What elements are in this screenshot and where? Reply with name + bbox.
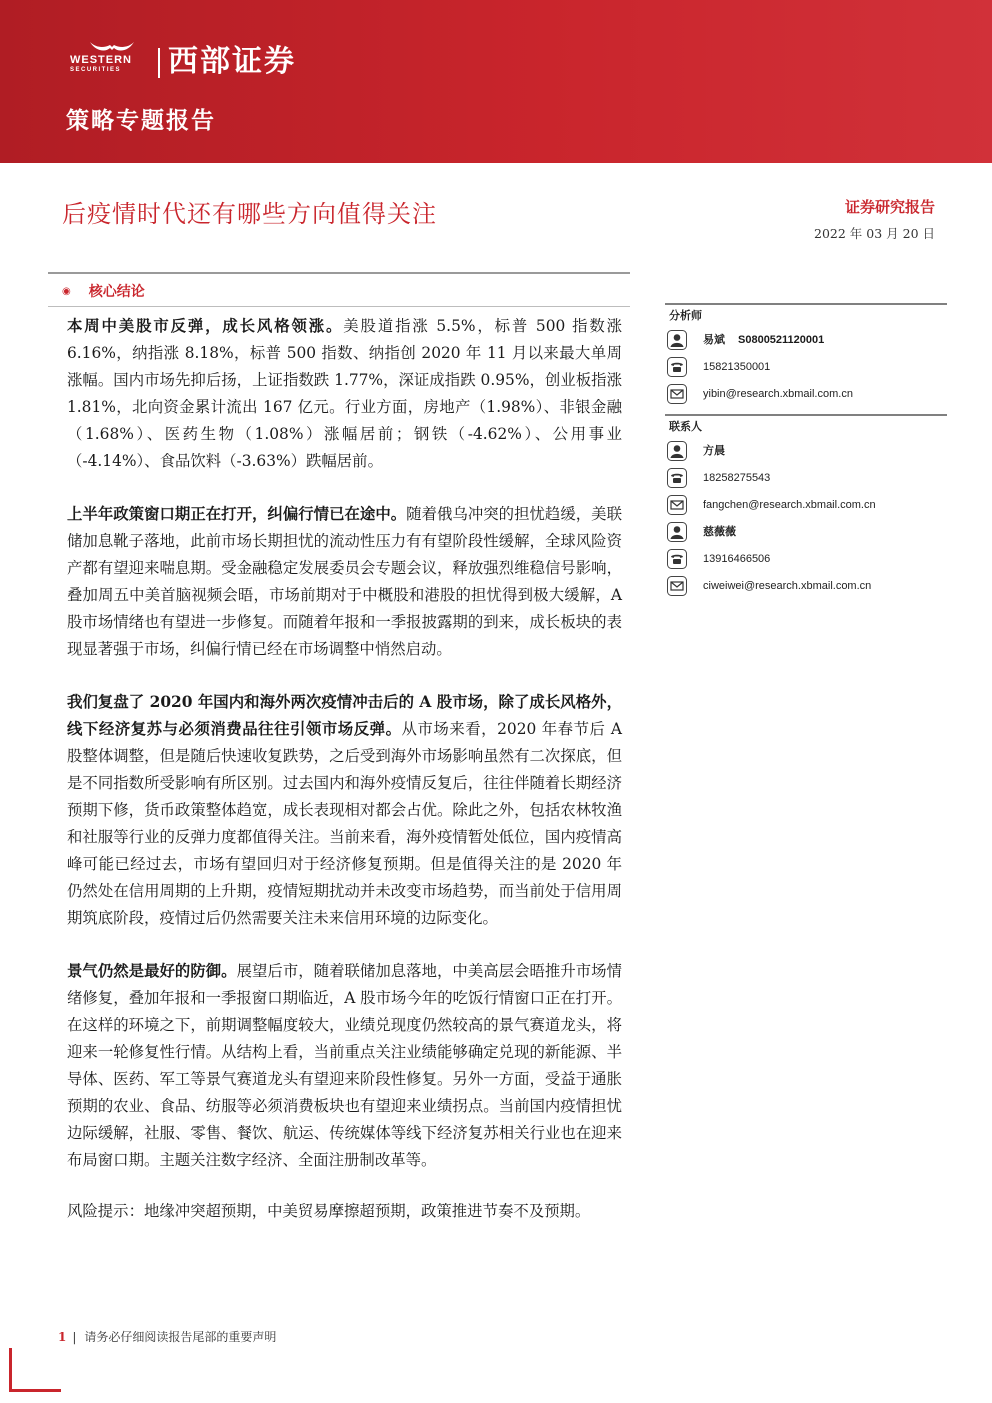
corner-mark-vertical <box>9 1348 12 1392</box>
paragraph <box>67 689 622 932</box>
contact-name-row <box>665 438 947 465</box>
report-type: 策略专题报告 <box>66 107 216 134</box>
report-date: 2022 年 03 月 20 日 <box>814 226 935 241</box>
person-icon <box>667 522 687 542</box>
risk-warning: 风险提示：地缘冲突超预期，中美贸易摩擦超预期，政策推进节奏不及预期。 <box>67 1202 591 1220</box>
phone-icon <box>667 357 687 377</box>
disclaimer-note: 请务必仔细阅读报告尾部的重要声明 <box>84 1330 277 1344</box>
logo-english-sub: SECURITIES <box>70 67 122 73</box>
section-header <box>62 280 145 304</box>
analyst-heading: 分析师 <box>665 303 947 327</box>
paragraph-lead: 上半年政策窗口期正在打开，纠偏行情已在途中。 <box>67 505 407 523</box>
analyst-email-row <box>665 381 947 408</box>
section-bullet-icon: ◉ <box>62 286 71 297</box>
paragraph <box>67 958 622 1174</box>
section-title: 核心结论 <box>88 284 145 300</box>
page-number: 1 <box>58 1330 67 1344</box>
logo-english-name: WESTERN <box>70 54 132 66</box>
logo-divider <box>158 48 160 78</box>
logo-english <box>70 54 132 74</box>
paragraph-body: 随着俄乌冲突的担忧趋缓，美联储加息靴子落地，此前市场长期担忧的流动性压力有有望阶段性缓解，全球风险资产都有望迎来喘息期。受金融稳定发展委员会专题会议，释放强烈维稳信号影响，叠加周五中美首脑视频会晤，市场前期对于中概股和港股的担忧得到极大缓解，A 股市场情绪也有望进一步修复。而随着年报和一季报披露期的到来，成长板块的表现显著强于市场，纠偏行情已经在市场调整中悄然启动。 <box>67 505 622 658</box>
contact-phone: 18258275543 <box>703 472 771 484</box>
paragraph-lead: 我们复盘了 2020 年国内和海外两次疫情冲击后的 A 股市场，除了成长风格外，线下经济复苏与必须消费品往往引领市场反弹。 <box>67 693 622 738</box>
paragraph-body: 从市场来看，2020 年春节后 A 股整体调整，但是随后快速收复跌势，之后受到海外市场影响虽然有二次探底，但是不同指数所受影响有所区别。过去国内和海外疫情反复后，往往伴随着长期经济预期下修，货币政策整体趋宽，成长表现相对都会占优。除此之外，包括农林牧渔和社服等行业的反弹力度都值得关注。当前来看，海外疫情暂处低位，国内疫情高峰可能已经过去，市场有望回归对于经济修复预期。但是值得关注的是 2020 年仍然处在信用周期的上升期，疫情短期扰动并未改变市场趋势，而当前处于信用周期筑底阶段，疫情过后仍然需要关注未来信用环境的边际变化。 <box>67 720 622 927</box>
report-title: 后疫情时代还有哪些方向值得关注 <box>62 200 437 228</box>
analyst-phone: 15821350001 <box>703 361 771 373</box>
contact-email-row <box>665 573 947 600</box>
divider-top <box>48 272 630 274</box>
paragraph <box>67 501 622 663</box>
paragraph-body: 美股道指涨 5.5%，标普 500 指数涨 6.16%，纳指涨 8.18%，标普 500 指数、纳指创 2020 年 11 月以来最大单周涨幅。国内市场先抑后扬，上证指数跌 1.77%，深证成指跌 0.95%，创业板指涨 1.81%，北向资金累计流出 167 亿元。行业方面，房地产（1.98%）、非银金融（1.68%）、医药生物（1.08%）涨幅居前；钢铁（-4.62%）、公用事业（-4.14%）、食品饮料（-3.63%）跌幅居前。 <box>67 317 622 470</box>
logo-chinese-name: 西部证券 <box>168 44 296 79</box>
analyst-registration: S0800521120001 <box>738 334 825 346</box>
footer-separator: | <box>72 1330 77 1344</box>
contact-heading: 联系人 <box>665 414 947 438</box>
header-banner <box>0 0 992 163</box>
divider-section <box>48 306 630 307</box>
contact-email[interactable]: fangchen@research.xbmail.com.cn <box>703 499 876 511</box>
contact-name: 方晨 <box>703 445 725 457</box>
analyst-name: 易斌 <box>703 334 725 346</box>
analyst-name-row <box>665 327 947 354</box>
analyst-sidebar <box>665 303 947 600</box>
person-icon <box>667 330 687 350</box>
main-body <box>67 313 622 1251</box>
analyst-email[interactable]: yibin@research.xbmail.com.cn <box>703 388 853 400</box>
person-icon <box>667 441 687 461</box>
mail-icon <box>667 576 687 596</box>
corner-mark-horizontal <box>9 1389 61 1392</box>
contact-name: 慈薇薇 <box>703 526 736 538</box>
paragraph-lead: 景气仍然是最好的防御。 <box>67 962 237 980</box>
paragraph <box>67 313 622 475</box>
mail-icon <box>667 495 687 515</box>
contact-name-row <box>665 519 947 546</box>
contact-email[interactable]: ciweiwei@research.xbmail.com.cn <box>703 580 872 592</box>
contact-phone: 13916466506 <box>703 553 771 565</box>
phone-icon <box>667 549 687 569</box>
company-logo <box>66 40 336 88</box>
analyst-phone-row <box>665 354 947 381</box>
contact-phone-row <box>665 465 947 492</box>
paragraph-body: 展望后市，随着联储加息落地，中美高层会晤推升市场情绪修复，叠加年报和一季报窗口期临近，A 股市场今年的吃饭行情窗口正在打开。在这样的环境之下，前期调整幅度较大，业绩兑现度仍然较高的景气赛道龙头，将迎来一轮修复性行情。从结构上看，当前重点关注业绩能够确定兑现的新能源、半导体、医药、军工等景气赛道龙头有望迎来阶段性修复。另外一方面，受益于通胀预期的农业、食品、纺服等必须消费板块也有望迎来业绩拐点。当前国内疫情担忧边际缓解，社服、零售、餐饮、航运、传统媒体等线下经济复苏相关行业也在迎来布局窗口期。主题关注数字经济、全面注册制改革等。 <box>67 962 622 1169</box>
report-classification: 证券研究报告 <box>844 198 935 216</box>
contact-email-row <box>665 492 947 519</box>
page-footer <box>58 1328 276 1346</box>
paragraph-lead: 本周中美股市反弹，成长风格领涨。 <box>67 317 344 335</box>
contact-phone-row <box>665 546 947 573</box>
phone-icon <box>667 468 687 488</box>
mail-icon <box>667 384 687 404</box>
